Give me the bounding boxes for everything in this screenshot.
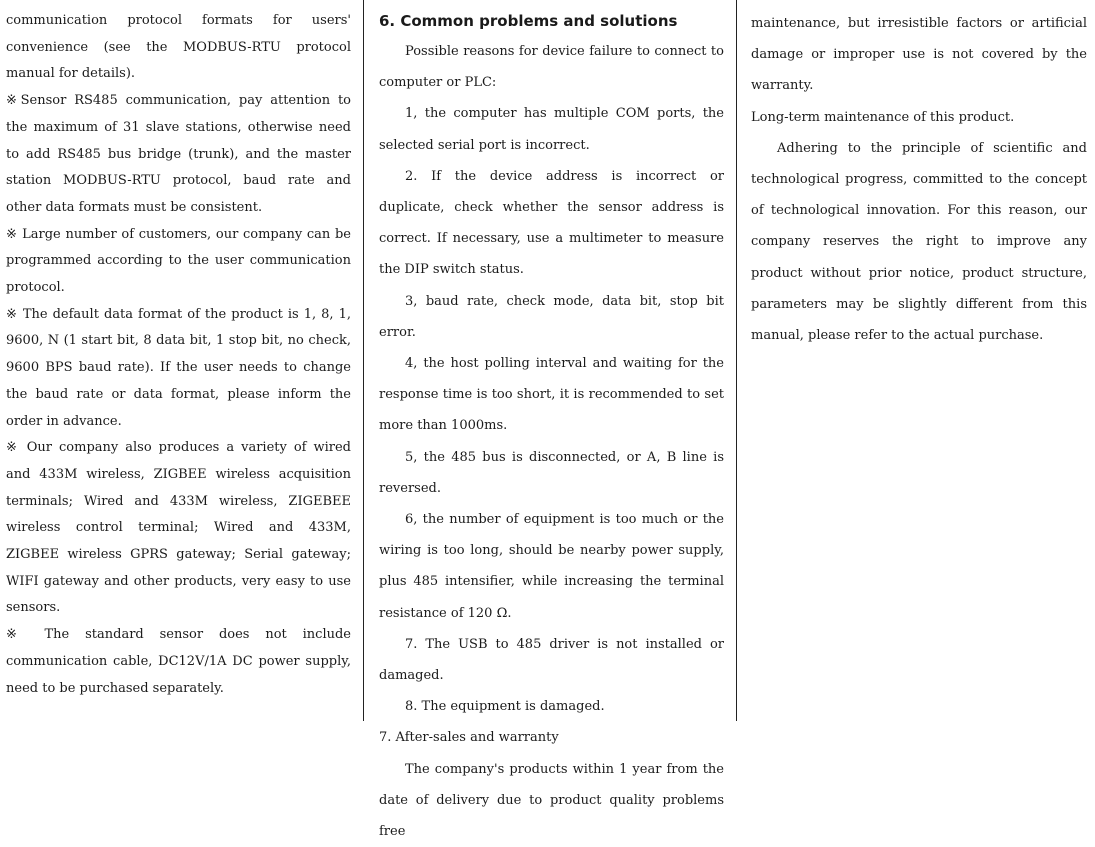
problem-item: 5, the 485 bus is disconnected, or A, B line is reversed. (379, 449, 724, 496)
problem-item: 3, baud rate, check mode, data bit, stop bit error. (379, 293, 724, 340)
column-left (0, 0, 363, 721)
warranty-continued-paragraph: maintenance, but irresistible factors or artificial damage or improper use is not covered by the warranty. (751, 16, 1087, 94)
problem-item: 1, the computer has multiple COM ports, the selected serial port is incorrect. (379, 106, 724, 153)
problem-item: 6, the number of equipment is too much or the wiring is too long, should be nearby power supply, plus 485 intensifier, while increasing the terminal resistance of 120 Ω. (379, 512, 724, 621)
column-right (737, 0, 1095, 721)
rs485-note-paragraph: ※Sensor RS485 communication, pay attention to the maximum of 31 slave stations, otherwise need to add RS485 bus bridge (trunk), and the master station MODBUS-RTU protocol, baud rate and other data formats must be consistent. (6, 93, 351, 215)
warranty-paragraph: The company's products within 1 year from the date of delivery due to product quality problems free (379, 761, 724, 840)
company-principle-paragraph: Adhering to the principle of scientific and technological progress, committed to the concept of technological innovation. For this reason, our company reserves the right to improve any product without prior notice, product structure, parameters may be slightly different from this manual, please refer to the actual purchase. (751, 140, 1087, 344)
column-middle (364, 0, 736, 840)
problem-item: 8. The equipment is damaged. (405, 699, 605, 715)
section-7-title: 7. After-sales and warranty (379, 730, 559, 746)
protocol-formats-paragraph: communication protocol formats for users' convenience (see the MODBUS-RTU protocol manual for details). (6, 13, 351, 82)
problem-item: 2. If the device address is incorrect or duplicate, check whether the sensor address is correct. If necessary, use a multimeter to measure the DIP switch status. (379, 168, 724, 278)
failure-intro-paragraph: Possible reasons for device failure to connect to computer or PLC: (379, 44, 724, 91)
section-6-heading: 6. Common problems and solutions (379, 12, 678, 30)
long-term-maintenance-paragraph: Long-term maintenance of this product. (751, 109, 1015, 125)
custom-protocol-note-paragraph: ※ Large number of customers, our company can be programmed according to the user communication protocol. (6, 226, 351, 296)
problem-item: 7. The USB to 485 driver is not installed or damaged. (379, 636, 724, 684)
default-data-format-paragraph: ※ The default data format of the product is 1, 8, 1, 9600, N (1 start bit, 8 data bit, 1 stop bit, no check, 9600 BPS baud rate). If the user needs to change the baud rate or data format, please inform the order in advance. (6, 306, 351, 429)
accessories-note-paragraph: ※ The standard sensor does not include communication cable, DC12V/1A DC power supply, need to be purchased separately. (6, 627, 351, 696)
other-products-paragraph: ※ Our company also produces a variety of wired and 433M wireless, ZIGBEE wireless acquisition terminals; Wired and 433M wireless, ZIGEBEE wireless control terminal; Wired and 433M, ZIGBEE wireless GPRS gateway; Serial gateway; WIFI gateway and other products, very easy to use sensors. (6, 440, 351, 616)
problem-item: 4, the host polling interval and waiting for the response time is too short, it is recommended to set more than 1000ms. (379, 356, 724, 434)
